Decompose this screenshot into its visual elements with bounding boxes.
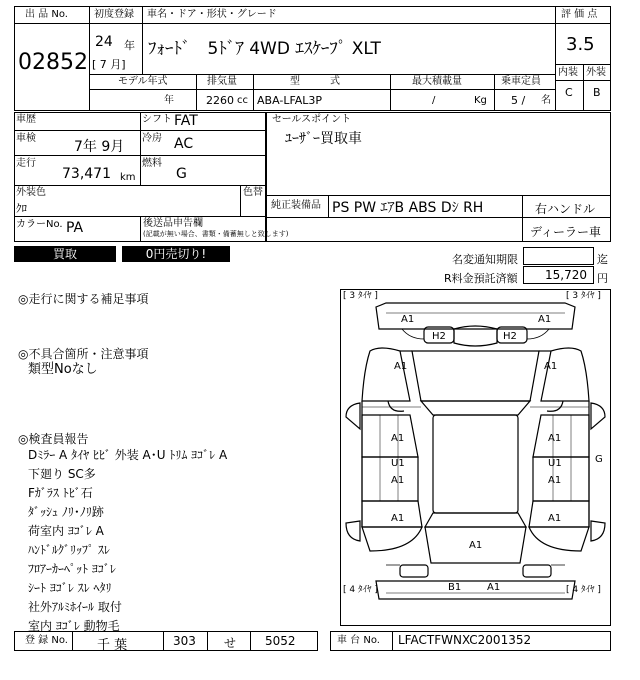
reg-class: 303 <box>173 634 196 648</box>
after-delivery-label: 後送品申告欄 <box>143 218 203 229</box>
reg-area: 千 葉 <box>97 638 128 653</box>
driving-notes-title: ◎走行に関する補足事項 <box>18 292 149 306</box>
chassis-label: 車 台 No. <box>337 635 380 646</box>
recycle-label: R料金預託済額 <box>444 272 518 285</box>
displacement-label: 排気量 <box>207 76 237 87</box>
mark-rear-bumper-right: A1 <box>487 582 501 593</box>
mark-front-door-left: A1 <box>391 433 405 444</box>
mark-quarter-right: A1 <box>548 513 562 524</box>
inspector-report-line: 荷室内 ﾖｺﾞﾚ A <box>28 524 104 538</box>
tire-rear-right-label: [ 4 ﾀｲﾔ ] <box>566 585 601 595</box>
mark-front-door-right: A1 <box>548 433 562 444</box>
mark-front-bumper-right: A1 <box>538 314 552 325</box>
chassis-number: LFACTFWNXC2001352 <box>398 633 532 647</box>
mark-tailgate: A1 <box>469 540 483 551</box>
shift-value: FAT <box>174 113 198 129</box>
inspector-report-line: 下廻り SC多 <box>28 467 96 481</box>
mark-rear-door-right-u: U1 <box>548 458 562 469</box>
recycle-value: 15,720 <box>545 268 587 282</box>
mark-rear-door-right-a: A1 <box>548 475 562 486</box>
reg-label: 登 録 No. <box>25 635 68 646</box>
max-load-unit: Kg <box>474 95 487 106</box>
first-reg-year-unit: 年 <box>124 39 135 52</box>
mark-rear-bumper: B1 <box>448 582 462 593</box>
first-reg-month: [ 7 月] <box>92 58 126 71</box>
first-reg-label: 初度登録 <box>94 9 134 20</box>
fuel-value: G <box>176 166 187 182</box>
mileage-value: 73,471 <box>62 166 111 182</box>
lot-number: 02852 <box>18 50 88 75</box>
inspector-report-line: ﾊﾝﾄﾞﾙｸﾞﾘｯﾌﾟ ｽﾚ <box>28 543 110 557</box>
max-load-label: 最大積載量 <box>412 76 462 87</box>
color-no-value: PA <box>66 220 84 236</box>
mark-fender-left: A1 <box>394 361 408 372</box>
type-label: 型 式 <box>290 76 340 87</box>
shift-label: シフト <box>142 114 172 125</box>
defect-notes-title: ◎不具合箇所・注意事項 <box>18 347 149 361</box>
car-name: ﾌｫｰﾄﾞ 5ﾄﾞｱ 4WD ｴｽｹｰﾌﾟ XLT <box>148 39 381 59</box>
inspector-report-line: Dﾐﾗｰ A ﾀｲﾔ ﾋﾋﾞ 外装 A･U ﾄﾘﾑ ﾖｺﾞﾚ A <box>28 448 228 462</box>
color-no-label: カラーNo. <box>16 219 63 230</box>
mark-headlight-left: H2 <box>432 331 446 342</box>
exterior-color-label: 外装色 <box>16 187 46 198</box>
inspector-report-line: ﾌﾛｱｰｶｰﾍﾟｯﾄ ﾖｺﾞﾚ <box>28 562 116 576</box>
mark-rear-door-left-a: A1 <box>391 475 405 486</box>
displacement-value: 2260 <box>206 94 234 107</box>
repaint-label: 色替 <box>243 187 263 198</box>
purchase-badge: 買取 <box>14 246 116 262</box>
score-value: 3.5 <box>566 34 595 55</box>
inspector-report-line: ﾀﾞｯｼｭ ﾉﾘ･ﾉﾘ跡 <box>28 505 104 519</box>
tire-front-right-label: [ 3 ﾀｲﾔ ] <box>566 291 601 301</box>
mark-front-bumper-left: A1 <box>401 314 415 325</box>
inspector-report-title: ◎検査員報告 <box>18 432 89 446</box>
defect-notes-text: 類型Noなし <box>28 362 98 377</box>
sales-point-value: ﾕｰｻﾞｰ買取車 <box>285 131 362 147</box>
ac-value: AC <box>174 136 194 152</box>
equipment-label: 純正装備品 <box>271 200 321 211</box>
fuel-label: 燃料 <box>142 158 162 169</box>
inspector-report-line: Fｶﾞﾗｽ ﾄﾋﾞ石 <box>28 486 93 500</box>
max-load-sep: / <box>432 95 436 106</box>
mark-quarter-left: A1 <box>391 513 405 524</box>
capacity-unit: 名 <box>541 95 551 106</box>
recycle-unit: 円 <box>597 272 608 285</box>
mark-headlight-right: H2 <box>503 331 517 342</box>
type-value: ABA-LFAL3P <box>257 94 323 107</box>
inspection-value: 7年 9月 <box>74 139 125 155</box>
interior-grade: C <box>565 86 573 99</box>
tire-front-left-label: [ 3 ﾀｲﾔ ] <box>343 291 378 301</box>
name-change-label: 名変通知期限 <box>452 253 518 266</box>
model-year-unit: 年 <box>164 95 174 106</box>
capacity-label: 乗車定員 <box>501 76 541 87</box>
exterior-grade: B <box>593 86 601 99</box>
capacity-value: 5 / <box>511 94 526 107</box>
car-body-diagram <box>340 289 611 626</box>
model-year-label: モデル年式 <box>118 76 168 87</box>
tire-rear-left-label: [ 4 ﾀｲﾔ ] <box>343 585 378 595</box>
mark-fender-right: A1 <box>544 361 558 372</box>
score-label: 評 価 点 <box>561 9 598 20</box>
name-change-box <box>523 247 594 265</box>
displacement-unit: cc <box>237 95 248 106</box>
dealer-value: ディーラー車 <box>530 225 602 239</box>
equipment-value: PS PW ｴｱB ABS Dｼ RH <box>332 200 484 216</box>
ac-label: 冷房 <box>142 133 162 144</box>
zero-yen-badge: 0円売切り! <box>122 246 230 262</box>
reg-kana: せ <box>224 636 237 650</box>
mileage-label: 走行 <box>16 158 36 169</box>
mileage-unit: km <box>120 172 136 183</box>
sales-point-label: セールスポイント <box>272 114 352 125</box>
name-change-unit: 迄 <box>597 253 608 266</box>
handle-value: 右ハンドル <box>535 202 596 216</box>
after-delivery-note: (記載が無い場合、書類・備蓄無しと致します) <box>143 230 289 238</box>
inspector-report-line: ｼｰﾄ ﾖｺﾞﾚ ｽﾚ ﾍﾀﾘ <box>28 581 112 595</box>
exterior-label: 外装 <box>586 67 606 78</box>
name-label: 車名・ドア・形状・グレード <box>147 9 277 20</box>
inspector-report-line: 社外ｱﾙﾐﾎｲｰﾙ 取付 <box>28 600 122 614</box>
history-label: 車歴 <box>16 114 36 125</box>
mark-rear-door-left-u: U1 <box>391 458 405 469</box>
mark-rear-right-g: G <box>595 454 603 465</box>
inspection-label: 車検 <box>16 133 36 144</box>
first-reg-year: 24 <box>95 34 113 50</box>
reg-number: 5052 <box>265 634 296 648</box>
interior-label: 内装 <box>558 67 578 78</box>
lot-label: 出 品 No. <box>25 9 68 20</box>
exterior-color-value: ｸﾛ <box>16 202 27 215</box>
inspector-report-line: 室内 ﾖｺﾞﾚ 動物毛 <box>28 619 120 633</box>
